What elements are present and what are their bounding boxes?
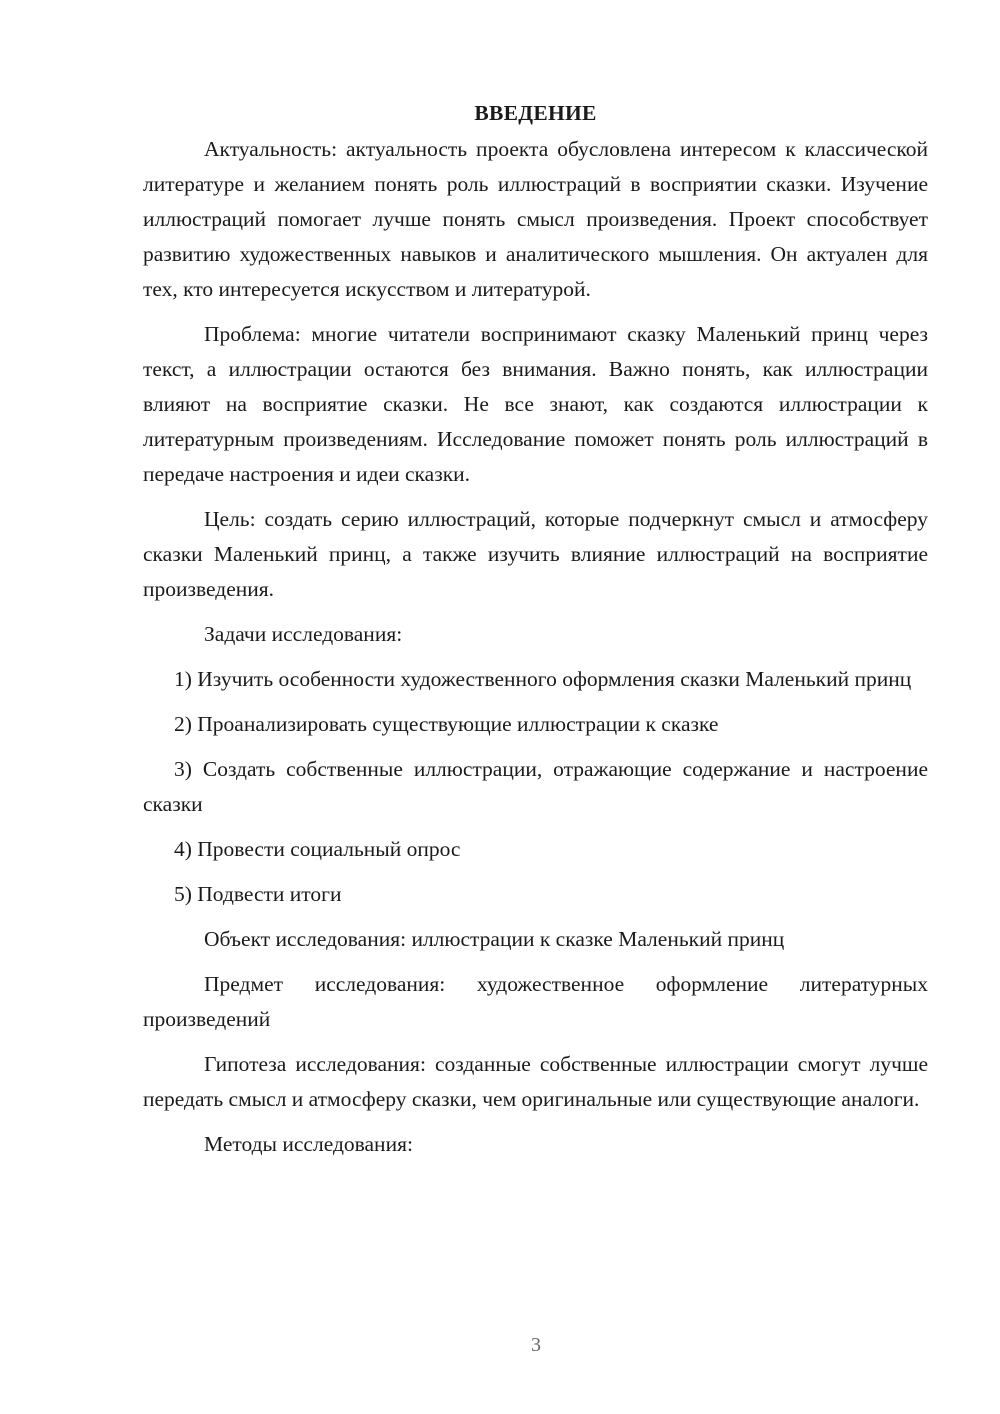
subject-paragraph: Предмет исследования: художественное оформление литературных произведений [143,972,928,1031]
relevance-paragraph: Актуальность: актуальность проекта обусловлена интересом к классической литературе и желанием понять роль иллюстраций в восприятии сказки. Изучение иллюстраций помогает лучше понять смысл произведения. Проект способствует развитию художественных навыков и аналитического мышления. Он актуален для тех, кто интересуется искусством и литературой. [143,137,928,301]
methods-heading: Методы исследования: [204,1132,413,1156]
page-number: 3 [531,1334,541,1356]
page-title: ВВЕДЕНИЕ [474,101,597,125]
hypothesis-paragraph: Гипотеза исследования: созданные собственные иллюстрации смогут лучше передать смысл и атмосферу сказки, чем оригинальные или существующие аналоги. [143,1052,928,1111]
goal-paragraph: Цель: создать серию иллюстраций, которые подчеркнут смысл и атмосферу сказки Маленький принц, а также изучить влияние иллюстраций на восприятие произведения. [143,507,928,601]
task-item-4: 4) Провести социальный опрос [174,837,461,861]
document-page [143,96,928,1172]
task-item-2: 2) Проанализировать существующие иллюстрации к сказке [174,712,719,736]
task-item-5: 5) Подвести итоги [174,882,342,906]
task-item-3: 3) Создать собственные иллюстрации, отражающие содержание и настроение сказки [143,757,928,816]
problem-paragraph: Проблема: многие читатели воспринимают сказку Маленький принц через текст, а иллюстрации остаются без внимания. Важно понять, как иллюстрации влияют на восприятие сказки. Не все знают, как создаются иллюстрации к литературным произведениям. Исследование поможет понять роль иллюстраций в передаче настроения и идеи сказки. [143,322,928,486]
task-item-1: 1) Изучить особенности художественного оформления сказки Маленький принц [174,667,912,691]
tasks-heading: Задачи исследования: [204,622,403,646]
object-paragraph: Объект исследования: иллюстрации к сказке Маленький принц [204,927,785,951]
